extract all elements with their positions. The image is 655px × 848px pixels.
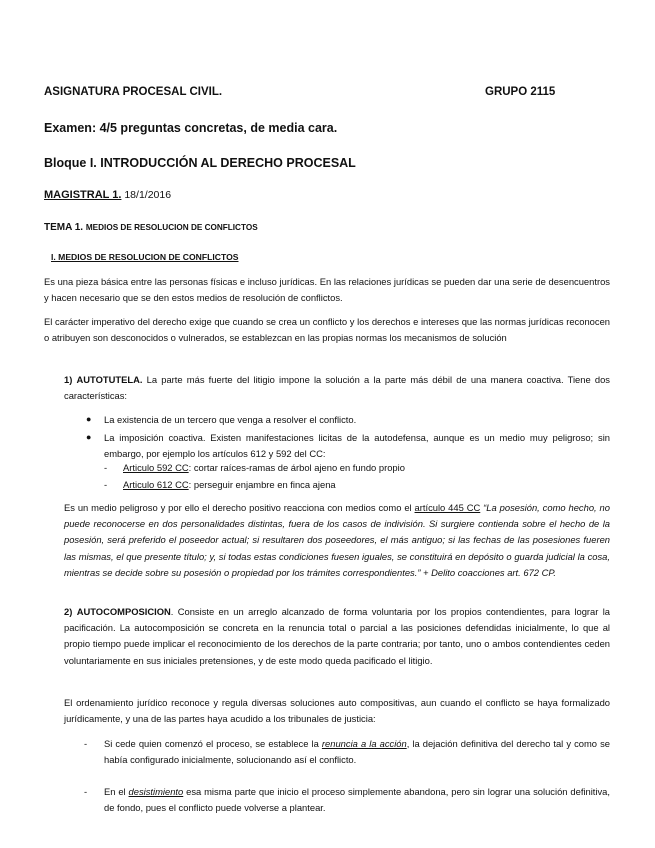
paragraph-2: El carácter imperativo del derecho exige que cuando se crea un conflicto y los derechos e intereses que las normas jurídicas reconocen o atribuyen son desconocidos o vulnerados, se establezcan en las propias normas los mecanismos de solución xyxy=(44,316,610,344)
article-text-2: : perseguir enjambre en finca ajena xyxy=(188,479,336,490)
art445-intro: Es un medio peligroso y por ello el derecho positivo reacciona con medios como el xyxy=(64,502,415,513)
article-item-1 xyxy=(123,460,610,476)
group-label: GRUPO 2115 xyxy=(485,86,556,98)
block-title: Bloque I. INTRODUCCIÓN AL DERECHO PROCESAL xyxy=(44,156,356,170)
subject-title: ASIGNATURA PROCESAL CIVIL. xyxy=(44,86,223,98)
item-2-term: desistimiento xyxy=(128,786,184,797)
art445-ref: artículo 445 CC xyxy=(414,502,481,513)
item-1-term: renuncia a la acción xyxy=(321,738,407,749)
bullet-icon: ● xyxy=(86,414,92,424)
autotutela-number: 1) xyxy=(64,374,73,385)
section-heading: I. MEDIOS DE RESOLUCION DE CONFLICTOS xyxy=(51,252,239,262)
autocomposicion-number: 2) xyxy=(64,606,73,617)
article-ref-1: Articulo 592 CC xyxy=(123,462,189,473)
bullet-item-2: La imposición coactiva. Existen manifestaciones licitas de la autodefensa, aunque es un medio muy peligroso; sin embargo, por ejemplo los artículos 612 y 592 del CC: xyxy=(104,432,610,460)
magistral-date: 18/1/2016 xyxy=(124,189,172,201)
tema-line xyxy=(44,222,258,233)
item-1-post: , la dejación definitiva del derecho tal y como se había configurado inicialmente, solucionando así el conflicto. xyxy=(104,738,611,766)
exam-line: Examen: 4/5 preguntas concretas, de media cara. xyxy=(44,121,338,135)
autocomposicion-item-2 xyxy=(104,784,610,816)
autocomposicion-item-1 xyxy=(104,736,610,768)
magistral-line xyxy=(44,189,171,201)
dash-icon: - xyxy=(84,738,88,749)
article-text-1: : cortar raíces-ramas de árbol ajeno en fundo propio xyxy=(188,462,405,473)
dash-icon: - xyxy=(104,479,108,490)
autotutela-paragraph xyxy=(64,372,610,404)
item-2-pre: En el xyxy=(104,786,129,797)
art445-paragraph xyxy=(64,500,610,581)
item-1-pre: Si cede quien comenzó el proceso, se establece la xyxy=(104,738,322,749)
autotutela-text: La parte más fuerte del litigio impone la solución a la parte más débil de una manera coactiva. Tiene dos características: xyxy=(64,374,610,402)
magistral-label: MAGISTRAL 1. xyxy=(44,189,122,201)
autocomposicion-label: AUTOCOMPOSICION xyxy=(76,606,171,617)
bullet-item-1: La existencia de un tercero que venga a resolver el conflicto. xyxy=(104,414,357,425)
dash-icon: - xyxy=(104,462,108,473)
article-ref-2: Articulo 612 CC xyxy=(123,479,189,490)
dash-icon: - xyxy=(84,786,88,797)
tema-label: TEMA 1. xyxy=(44,222,84,233)
paragraph-1: Es una pieza básica entre las personas físicas e incluso jurídicas. En las relaciones jurídicas se pueden dar una serie de desencuentros y hacen necesario que se den estos medios de resolución de conflictos. xyxy=(44,276,610,304)
article-item-2 xyxy=(123,477,610,493)
autocomposicion-paragraph-2: El ordenamiento jurídico reconoce y regula diversas soluciones auto compositivas, aun cuando el conflicto se haya formalizado jurídicamente, y una de las partes haya acudido a los tribunales de justicia: xyxy=(64,697,610,725)
autotutela-label: AUTOTUTELA. xyxy=(76,374,143,385)
autocomposicion-paragraph xyxy=(64,604,610,669)
item-2-post: esa misma parte que inicio el proceso simplemente abandona, pero sin lograr una solución definitiva, de fondo, pues el conflicto puede volverse a plantear. xyxy=(104,786,610,814)
bullet-icon: ● xyxy=(86,432,92,442)
art445-quote: “La posesión, como hecho, no puede reconocerse en dos personalidades distintas, fuera de los casos de indivisión. Si surgiere contienda sobre el hecho de la posesión, será preferido el poseedor actual; si resultaren dos poseedores, el más antiguo; si las fechas de las posesiones fueren las mismas, el que presente título; y, si todas estas condiciones fuesen iguales, se constituirá en depósito o guarda judicial la cosa, mientras se decide sobre su posesión o propiedad por los trámites correspondientes.” + Delito coacciones art. 672 CP. xyxy=(64,502,610,578)
tema-title: MEDIOS DE RESOLUCION DE CONFLICTOS xyxy=(85,223,258,232)
autocomposicion-text: . Consiste en un arreglo alcanzado de forma voluntaria por los propios contendientes, para lograr la pacificación. La autocomposición se concreta en la renuncia total o parcial a las posiciones defendidas inicialmente, lo que al propio tiempo puede implicar el reconocimiento de los derechos de la parte contraria; por tanto, uno o ambos contendientes ceden voluntariamente en sus iniciales pretensiones, y de este modo queda pacificado el litigio. xyxy=(64,606,611,666)
